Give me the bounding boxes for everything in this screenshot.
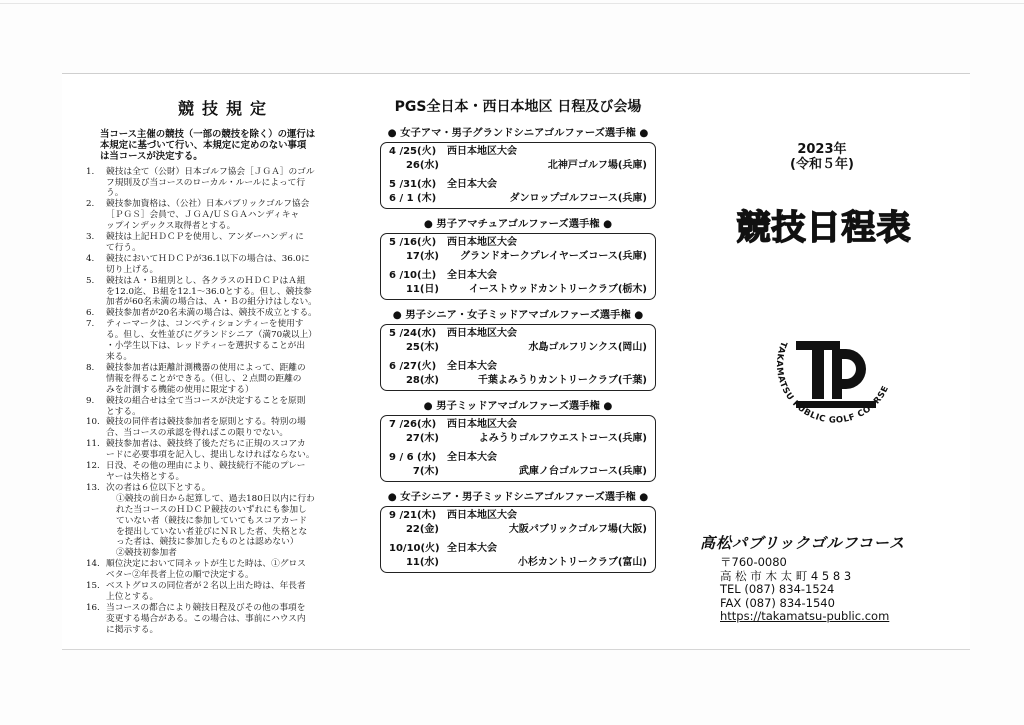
venue-name: 小杉カントリークラブ(富山) (517, 557, 647, 568)
rule-number: 16. (86, 602, 100, 613)
venue-name: イーストウッドカントリークラブ(栃木) (468, 284, 647, 295)
era: (令和５年) (790, 157, 854, 172)
rule-item (82, 363, 370, 396)
event-box (380, 324, 656, 391)
tournament-stage: 全日本大会 (447, 270, 497, 281)
contact-block (720, 556, 889, 624)
rule-text-line: を12.0迄、Ｂ組を12.1～36.0とする。但し、競技参 (106, 286, 312, 297)
venue-name: 千葉よみうりカントリークラブ(千葉) (477, 375, 647, 386)
rule-item (82, 439, 370, 461)
rule-text-line: ベター②年長者上位の順で決定する。 (106, 570, 254, 581)
logo-p (832, 349, 866, 399)
rule-item (82, 254, 370, 276)
event-box (380, 142, 656, 209)
event-title: ● 男子アマチュアゴルファーズ選手権 ● (423, 218, 613, 230)
tournament-stage: 西日本地区大会 (447, 419, 517, 430)
rule-text-line: ・小学生以下は、レッドティーを選択することが出 (106, 341, 306, 352)
venue-name: グランドオークプレイヤーズコース(兵庫) (460, 251, 647, 262)
event-box (380, 415, 656, 482)
schedule-row (389, 523, 647, 537)
schedule-row (389, 418, 647, 432)
rule-sub-line: った者は、競技に参加したものとは認めない） (116, 537, 299, 548)
tournament-stage: 全日本大会 (447, 543, 497, 554)
rule-item (82, 461, 370, 483)
schedule-date: 9 / 6 (水) (389, 452, 437, 463)
rule-number: 9. (86, 395, 95, 406)
rule-text-line: 競技の同伴者は競技参加者を原則とする。特別の場 (106, 417, 306, 428)
schedule-row (389, 556, 647, 570)
rule-text-line: 競技参加資格は、（公社）日本パブリックゴルフ協会 (106, 199, 310, 210)
rule-text-line: 競技参加者は、競技終了後ただちに正規のスコアカ (106, 439, 306, 450)
event-title: ● 女子シニア・男子ミッドシニアゴルファーズ選手権 ● (387, 491, 649, 503)
rule-number: 13. (86, 482, 100, 493)
venue-name: ダンロップゴルフコース(兵庫) (509, 193, 647, 204)
event-title: ● 男子シニア・女子ミッドアマゴルファーズ選手権 ● (392, 309, 644, 321)
schedule-row (389, 283, 647, 297)
rule-text-line: 競技参加者が20名未満の場合は、競技不成立とする。 (106, 308, 317, 319)
rule-item (82, 308, 370, 319)
rule-item (82, 581, 370, 603)
rule-text-line: ップインデックス取得者とする。 (106, 221, 236, 232)
tournament-stage: 西日本地区大会 (447, 328, 517, 339)
schedule-title: PGS全日本・西日本地区 日程及び会場 (394, 99, 642, 115)
intro-line: 本規定に基づいて行い、本規定に定めのない事項 (100, 140, 307, 152)
venue-name: よみうりゴルフウエストコース(兵庫) (478, 433, 647, 444)
schedule-row (389, 178, 647, 192)
rule-number: 14. (86, 559, 100, 570)
company-name: 高松パブリックゴルフコース (700, 534, 906, 552)
tournament-stage: 西日本地区大会 (447, 510, 517, 521)
schedule-row (389, 192, 647, 206)
rule-text-line: 競技においてＨＤＣＰが36.1以下の場合は、36.0に (106, 253, 310, 264)
logo-ring-textpath: TAKAMATSU PUBLIC GOLF COURSE (773, 339, 892, 426)
rule-number: 6. (86, 308, 95, 319)
rule-item (82, 232, 370, 254)
rule-number: 2. (86, 199, 95, 210)
rule-item (82, 603, 370, 636)
schedule-date: 11(水) (405, 557, 439, 568)
intro-line: は当コースが決定する。 (100, 151, 203, 163)
schedule-date: 6 / 1 (木) (389, 193, 437, 204)
rule-number: 12. (86, 461, 100, 472)
schedule-date: 22(金) (405, 524, 439, 535)
schedule-row (389, 327, 647, 341)
rule-text-line: 次の者は６位以下とする。 (106, 482, 211, 493)
tournament-stage: 全日本大会 (447, 452, 497, 463)
rule-text-line: 切り上げる。 (106, 264, 159, 275)
rule-text-line: 競技はＡ・Ｂ組別とし、各クラスのＨＤＣＰはＡ組 (106, 275, 306, 286)
rule-text-line: 競技の組合せは全て当コースが決定することを原則 (106, 395, 306, 406)
schedule-column (380, 96, 656, 577)
schedule-date: 7(木) (412, 466, 439, 477)
rule-item (82, 319, 370, 363)
rule-text-line: ［ＰＧＳ］会員で、ＪＧＡ/ＵＳＧＡハンディキャ (106, 210, 300, 221)
rule-text-line: 順位決定において同ネットが生じた時は、①グロス (106, 559, 306, 570)
schedule-date: 26(水) (405, 160, 439, 171)
event-title: ● 女子アマ・男子グランドシニアゴルファーズ選手権 ● (387, 127, 649, 139)
rule-text-line: 当コースの都合により競技日程及びその他の事項を (106, 602, 306, 613)
fax: FAX (087) 834-1540 (720, 595, 835, 610)
schedule-row (389, 542, 647, 556)
rule-item (82, 396, 370, 418)
rule-text-line: ードに必要事項を記入し、提出しなければならない。 (106, 450, 315, 461)
schedule-row (389, 159, 647, 173)
schedule-row (389, 360, 647, 374)
event-box (380, 506, 656, 573)
rule-number: 1. (86, 166, 95, 177)
telephone: TEL (087) 834-1524 (720, 582, 835, 596)
schedule-date: 28(水) (405, 375, 439, 386)
rule-text-line: 情報を得ることができる。（但し、２点間の距離の (106, 373, 302, 384)
schedule-date: 11(日) (405, 284, 439, 295)
rule-text-line: う。 (106, 188, 124, 199)
rule-text-line: 合、当コースの承認を得ればこの限りでない。 (106, 428, 289, 439)
intro-line: 当コース主催の競技（一部の競技を除く）の運行は (100, 129, 316, 140)
schedule-date: 7 /26(水) (389, 419, 437, 430)
venue-name: 大阪パブリックゴルフ場(大阪) (508, 524, 647, 535)
rules-title: 競技規定 (177, 99, 274, 118)
schedule-row (389, 374, 647, 388)
rule-text-line: に掲示する。 (106, 624, 159, 635)
rule-number: 3. (86, 232, 95, 243)
rule-text-line: とする。 (106, 406, 141, 417)
tournament-stage: 全日本大会 (447, 361, 497, 372)
tp-logo (760, 301, 910, 451)
rules-column (82, 96, 370, 636)
rule-number: 5. (86, 275, 95, 286)
rule-item (82, 276, 370, 309)
schedule-date: 9 /21(木) (389, 510, 437, 521)
rule-item (82, 199, 370, 232)
event-title: ● 男子ミッドアマゴルファーズ選手権 ● (423, 400, 613, 412)
rule-number: 15. (86, 581, 100, 592)
schedule-row (389, 341, 647, 355)
logo-t-stem (812, 341, 824, 399)
schedule-date: 6 /10(土) (389, 270, 437, 281)
schedule-row (389, 432, 647, 446)
rules-intro (100, 129, 370, 163)
rule-text-line: 上位とする。 (106, 591, 159, 602)
scan-top-edge (0, 3, 1024, 4)
rule-text-line: 競技参加者は距離計測機器の使用によって、距離の (106, 362, 306, 373)
main-title: 競技日程表 (736, 208, 912, 248)
rule-sub-line: ていない者（競技に参加していてもスコアカード (116, 515, 308, 526)
schedule-row (389, 509, 647, 523)
venue-name: 武庫ノ台ゴルフコース(兵庫) (518, 466, 647, 477)
rule-sub-line: を提出していない者並びにＮＲした者、失格とな (116, 526, 308, 537)
event-list (380, 124, 656, 573)
rule-number: 8. (86, 362, 95, 373)
rule-sub-line: ②競技初参加者 (116, 548, 177, 559)
tournament-stage: 西日本地区大会 (447, 146, 517, 157)
rule-text-line: る。但し、女性並びにグランドシニア（満70歳以上） (106, 330, 317, 341)
rule-text-line: て行う。 (106, 242, 141, 253)
rule-text-line: 変更する場合がある。この場合は、事前にハウス内 (106, 613, 306, 624)
rule-text-line: ヤーは失格とする。 (106, 471, 185, 482)
postal-code: 〒760-0080 (720, 555, 787, 569)
website-link[interactable]: https://takamatsu-public.com (720, 609, 890, 623)
rule-text-line: 競技は全て（公財）日本ゴルフ協会［ＪＧＡ］のゴル (106, 166, 315, 177)
schedule-row (389, 250, 647, 264)
rule-number: 10. (86, 417, 100, 428)
rule-number: 11. (86, 439, 100, 450)
street-address: 高 松 市 木 太 町 4 5 8 3 (720, 568, 852, 583)
rule-item (82, 483, 370, 559)
schedule-date: 5 /16(火) (389, 237, 437, 248)
rule-text-line: 来る。 (106, 352, 133, 363)
schedule-date: 27(木) (405, 433, 439, 444)
schedule-date: 5 /24(水) (389, 328, 437, 339)
rule-text-line: みを計測する機能の使用に限定する） (106, 384, 254, 395)
rule-number: 4. (86, 253, 95, 264)
rule-sub-line: れた当コースのＨＤＣＰ競技のいずれにも参加し (116, 504, 307, 515)
schedule-date: 17(水) (405, 251, 439, 262)
schedule-row (389, 236, 647, 250)
event-box (380, 233, 656, 300)
schedule-date: 5 /31(水) (389, 179, 437, 190)
schedule-date: 10/10(火) (389, 543, 440, 554)
rules-list (82, 167, 370, 636)
schedule-row (389, 269, 647, 283)
venue-name: 北神戸ゴルフ場(兵庫) (547, 160, 647, 171)
rule-text-line: ティーマークは、コンペティションティーを使用す (106, 319, 304, 330)
schedule-row (389, 465, 647, 479)
schedule-date: 6 /27(火) (389, 361, 437, 372)
rule-item (82, 417, 370, 439)
tournament-stage: 西日本地区大会 (447, 237, 517, 248)
tournament-stage: 全日本大会 (447, 179, 497, 190)
schedule-row (389, 451, 647, 465)
rule-text-line: 競技は上記ＨＤＣＰを使用し、アンダーハンディに (106, 232, 304, 243)
year: 2023年 (797, 142, 847, 157)
rule-item (82, 167, 370, 200)
year-label (790, 142, 854, 172)
schedule-row (389, 145, 647, 159)
schedule-date: 25(木) (405, 342, 439, 353)
rule-text-line: 日没、その他の理由により、競技続行不能のプレー (106, 461, 306, 472)
schedule-date: 4 /25(火) (389, 146, 437, 157)
rule-text-line: 加者が60名未満の場合は、Ａ・Ｂの組分けはしない。 (106, 297, 317, 308)
rule-text-line: フ規則及び当コースのローカル・ルールによって行 (106, 177, 306, 188)
rule-text-line: ベストグロスの同位者が２名以上出た時は、年長者 (106, 581, 306, 592)
rule-sub-line: ①競技の前日から起算して、過去180日以内に行わ (116, 493, 315, 504)
venue-name: 水島ゴルフリンクス(岡山) (528, 342, 647, 353)
rule-item (82, 559, 370, 581)
rule-number: 7. (86, 319, 95, 330)
